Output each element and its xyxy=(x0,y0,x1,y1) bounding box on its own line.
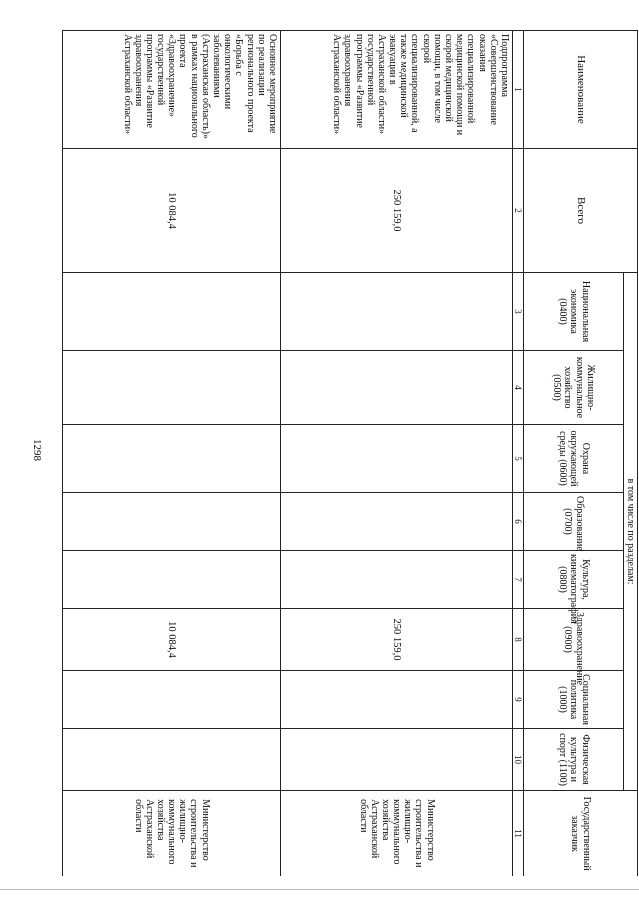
scan-footer-line xyxy=(0,889,639,890)
header-section-1100: Физическая культура и спорт (1100) xyxy=(524,729,624,791)
column-number: 10 xyxy=(513,729,524,791)
cell-empty xyxy=(63,273,281,351)
cell-empty xyxy=(63,425,281,493)
header-section-0500: Жилищно-коммунальное хозяйство (0500) xyxy=(524,351,624,425)
cell-empty xyxy=(281,425,513,493)
column-number: 3 xyxy=(513,273,524,351)
header-section-0600: Охрана окружающей среды (0600) xyxy=(524,425,624,493)
header-section-0900: Здравоохранение (0900) xyxy=(524,609,624,671)
row-total: 10 084,4 xyxy=(63,149,281,273)
column-number: 2 xyxy=(513,149,524,273)
cell-empty xyxy=(281,493,513,551)
column-number: 6 xyxy=(513,493,524,551)
column-number: 5 xyxy=(513,425,524,493)
cell-empty xyxy=(281,351,513,425)
cell-empty xyxy=(63,351,281,425)
table-rotation-wrapper xyxy=(62,30,638,876)
cell-empty xyxy=(63,551,281,609)
rotated-page-area xyxy=(62,30,638,876)
column-number: 8 xyxy=(513,609,524,671)
budget-table xyxy=(62,30,638,876)
table-row xyxy=(63,31,281,877)
column-number: 9 xyxy=(513,671,524,729)
header-section-1000: Социальная политика (1000) xyxy=(524,671,624,729)
cell-empty xyxy=(63,671,281,729)
cell-empty xyxy=(63,729,281,791)
header-total: Всего xyxy=(524,149,638,273)
header-customer: Государственный заказчик xyxy=(524,791,638,876)
column-number: 7 xyxy=(513,551,524,609)
column-numbers-row xyxy=(513,31,524,877)
row-total: 250 159,0 xyxy=(281,149,513,273)
cell-empty xyxy=(63,493,281,551)
table-row xyxy=(281,31,513,877)
row-customer: Министерство строительства и жилищно-коммунального хозяйства Астраханской области xyxy=(281,791,513,876)
page-number: 1298 xyxy=(31,439,43,461)
header-section-0400: Национальная экономика (0400) xyxy=(524,273,624,351)
cell-empty xyxy=(281,273,513,351)
column-number: 11 xyxy=(513,791,524,876)
header-section-0800: Культура, кинематография (0800) xyxy=(524,551,624,609)
cell-empty xyxy=(281,671,513,729)
row-name-subprogram: Подпрограмма «Совершенствование оказания специализированной медицинской помощи и скорой медицинской помощи, в том числе скорой специализированной, а также медицинской эвакуации в Астраханской области» государственной программы «Развитие здравоохранения Астраханской области» xyxy=(281,31,513,149)
row-name-main-measure: Основное мероприятие по реализации регионального проекта «Борьба с онкологическими заболеваниями (Астраханская область)» в рамках национального проекта «Здравоохранение» государственной программы «Развитие здравоохранения Астраханской области» xyxy=(63,31,281,149)
row-health-value: 10 084,4 xyxy=(63,609,281,671)
column-number: 1 xyxy=(513,31,524,149)
row-customer: Министерство строительства и жилищно-коммунального хозяйства Астраханской области xyxy=(63,791,281,876)
header-name: Наименование xyxy=(524,31,638,149)
header-sections-group: в том числе по разделам: xyxy=(624,273,638,791)
header-section-0700: Образование (0700) xyxy=(524,493,624,551)
column-number: 4 xyxy=(513,351,524,425)
cell-empty xyxy=(281,551,513,609)
row-health-value: 250 159,0 xyxy=(281,609,513,671)
cell-empty xyxy=(281,729,513,791)
